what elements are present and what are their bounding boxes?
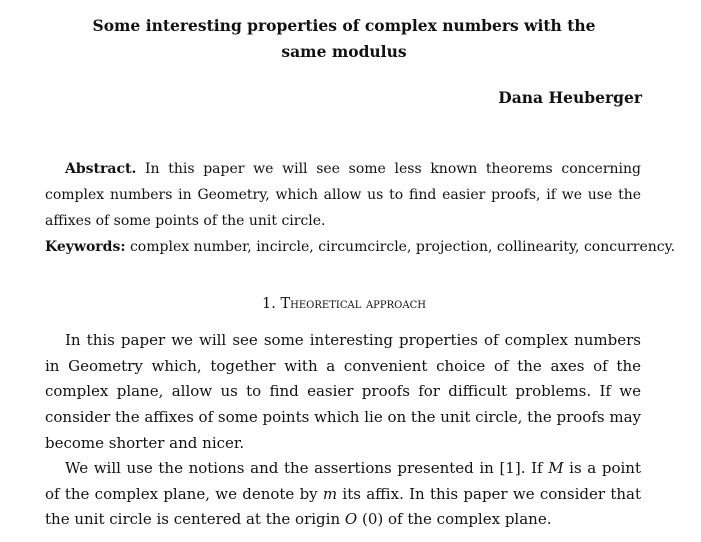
math-symbol-O: O [344, 510, 358, 529]
keywords-label: Keywords: [45, 239, 126, 255]
section-title: Theoretical approach [280, 296, 426, 312]
math-symbol-m: m [322, 484, 338, 503]
paragraph-2-text-b: is a point of the complex plane, we denote by [45, 459, 641, 503]
paper-title: Some interesting properties of complex numbers with the same modulus [92, 16, 596, 61]
abstract-label: Abstract. [65, 161, 137, 177]
abstract-text: In this paper we will see some less known theorems concerning complex numbers in Geometry, which allow us to find easier proofs, if we use the affixes of some points of the unit circle. [45, 161, 641, 229]
paragraph-2-text-c: its affix. In this paper we consider that the unit circle is centered at the origin [45, 484, 641, 529]
keywords-text: complex number, incircle, circumcircle, projection, collinearity, concurrency. [129, 239, 676, 255]
paragraph-2-text-d: (0) of the complex plane. [357, 510, 552, 529]
abstract [45, 156, 641, 234]
paper-author: Dana Heuberger [498, 88, 642, 107]
section-number: 1. [262, 296, 276, 312]
body-paragraph-2 [45, 456, 641, 533]
math-symbol-M: M [548, 459, 564, 477]
section-heading [0, 292, 688, 316]
body-paragraph-1: In this paper we will see some interesting properties of complex numbers in Geometry which, together with a convenient choice of the axes of the complex plane, allow us to find easier proofs for difficult problems. If we consider the affixes of some points which lie on the unit circle, the proofs may become shorter and nicer. [45, 331, 641, 452]
paragraph-2-text-a: We will use the notions and the assertions presented in [1]. If [65, 459, 549, 477]
keywords [45, 234, 676, 260]
